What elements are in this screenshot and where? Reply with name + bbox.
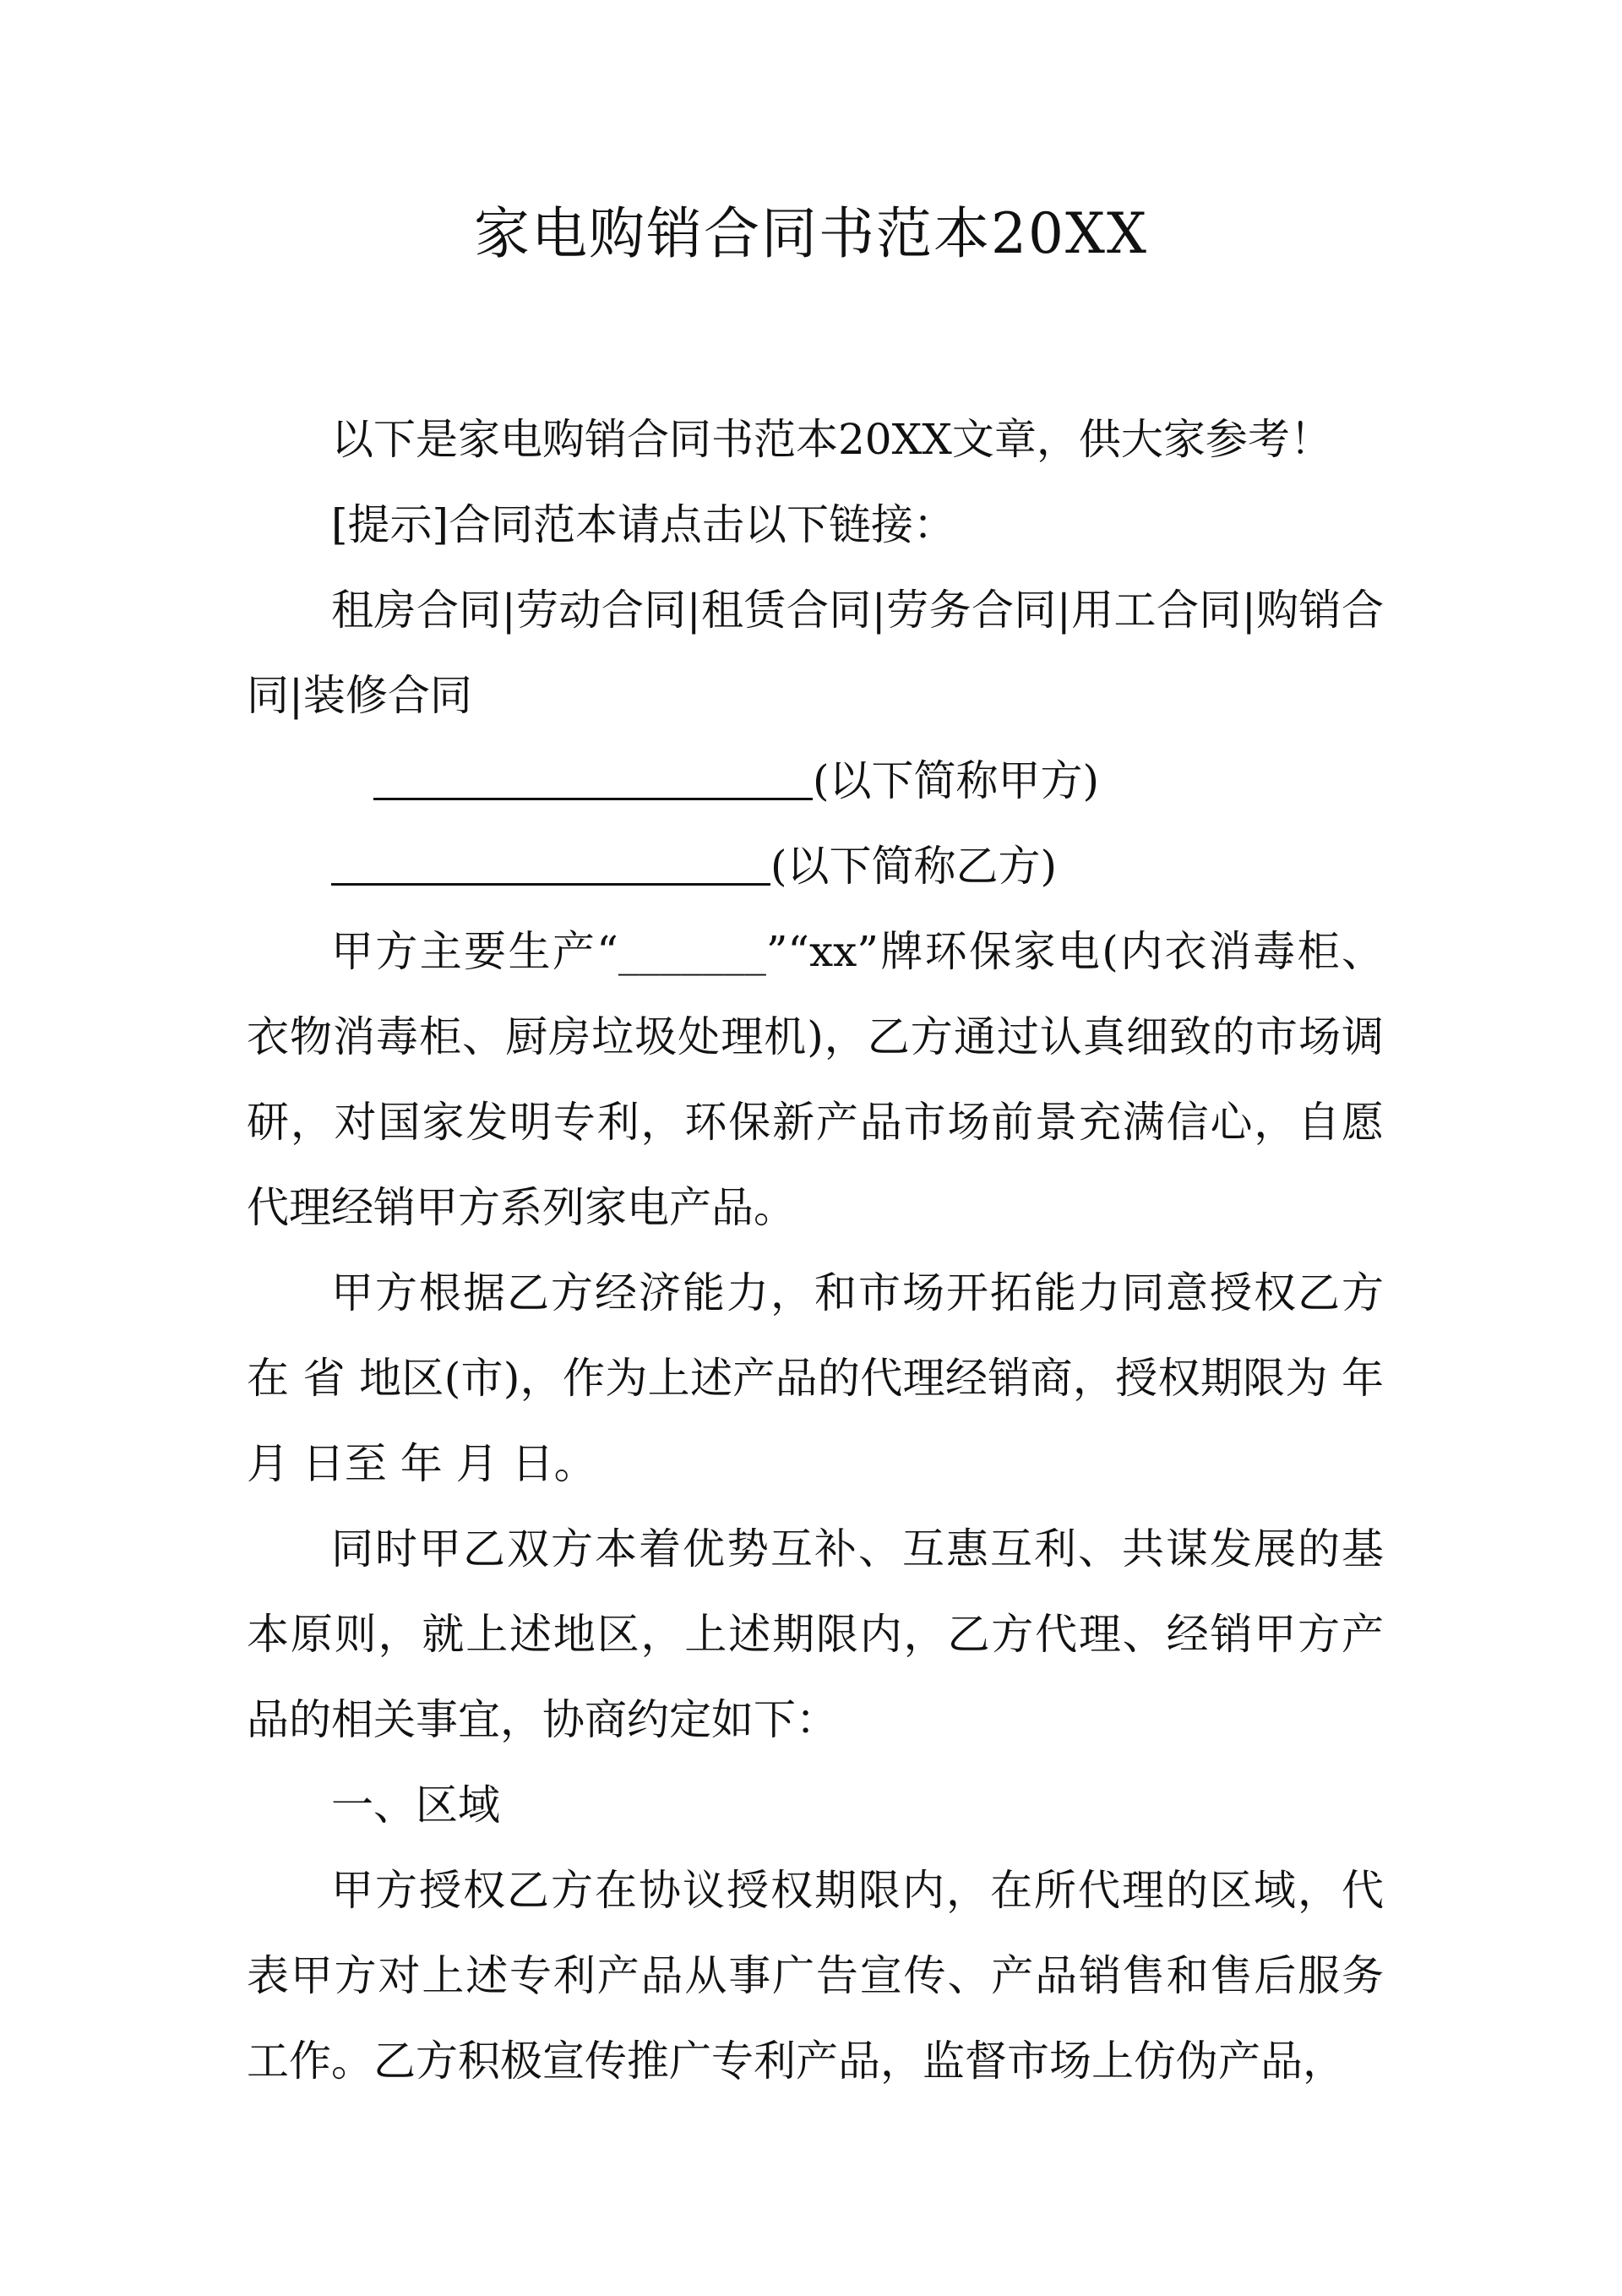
- paragraph-principles: 同时甲乙双方本着优势互补、互惠互利、共谋发展的基本原则，就上述地区，上述期限内，乙方代理、经销甲方产品的相关事宜，协商约定如下：: [247, 1524, 1384, 1744]
- document-title: 家电购销合同书范本20XX: [474, 201, 1148, 266]
- section-heading-region: 一、区域: [331, 1781, 500, 1830]
- paragraph-products: 甲方主要生产“_______”“xx”牌环保家电(内衣消毒柜、衣物消毒柜、厨房垃圾处理机)，乙方通过认真细致的市场调研，对国家发明专利，环保新产品市场前景充满信心，自愿代理经销甲方系列家电产品。: [247, 927, 1384, 1232]
- party-a-line: [247, 739, 1384, 824]
- paragraph-authorization: 甲方根据乙方经济能力，和市场开拓能力同意授权乙方在 省 地区(市)，作为上述产品的代理经销商，授权期限为 年 月 日至 年 月 日。: [247, 1268, 1384, 1488]
- intro-paragraph: 以下是家电购销合同书范本20XX文章，供大家参考！: [331, 415, 1332, 464]
- contract-links[interactable]: 租房合同|劳动合同|租赁合同|劳务合同|用工合同|购销合同|装修合同: [247, 586, 1384, 720]
- party-a-label: (以下简称甲方): [813, 756, 1100, 805]
- party-b-line: [247, 824, 1384, 909]
- hint-paragraph: [提示]合同范本请点击以下链接：: [331, 500, 956, 549]
- paragraph-region: 甲方授权乙方在协议授权期限内，在所代理的区域，代表甲方对上述专利产品从事广告宣传、产品销售和售后服务工作。乙方积极宣传推广专利产品，监督市场上仿伪产品，: [247, 1866, 1384, 2086]
- party-b-blank: [331, 841, 770, 886]
- document-body: [247, 397, 1384, 2104]
- party-b-label: (以下简称乙方): [770, 842, 1058, 891]
- party-a-blank: [373, 755, 813, 800]
